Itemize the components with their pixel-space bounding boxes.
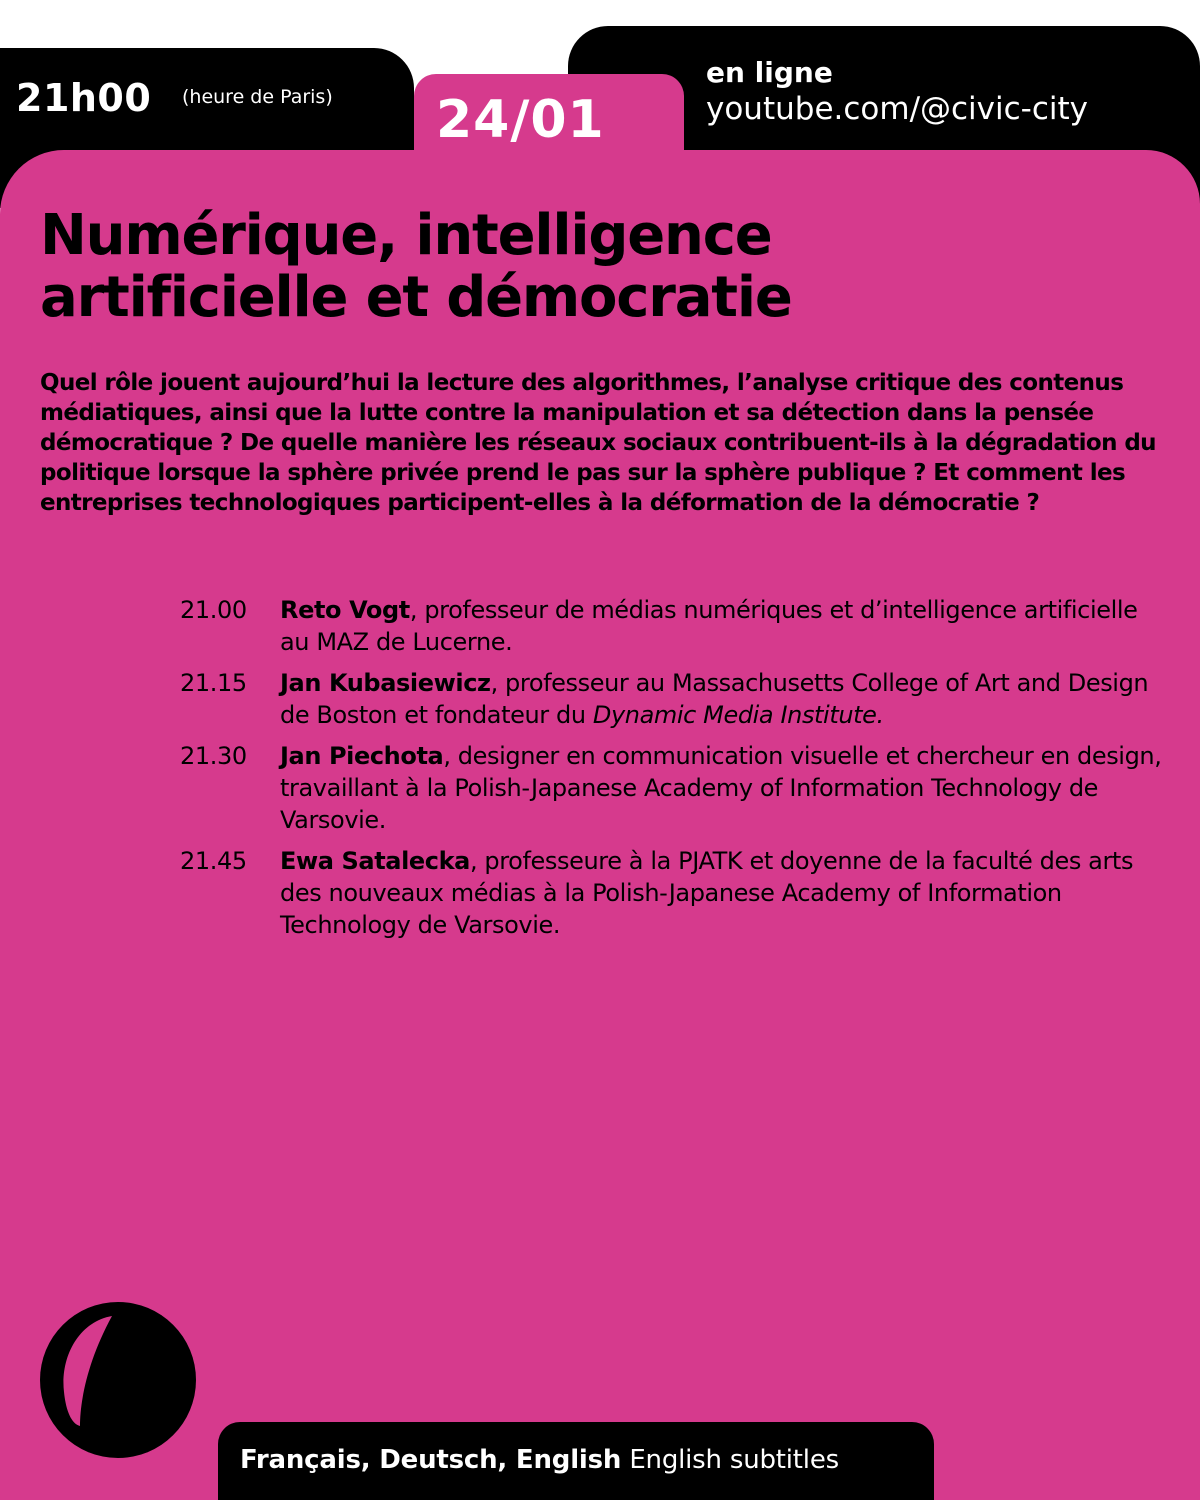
program-list — [180, 594, 1170, 950]
logo-svg — [38, 1300, 198, 1460]
speaker-name: Ewa Satalecka — [280, 847, 470, 875]
online-label: en ligne — [706, 56, 833, 89]
program-item — [180, 594, 1170, 658]
speaker-description: , designer en communication visuelle et chercheur en design, travaillant à la Polish-Japanese Academy of Information Technology de Varsovie. — [280, 742, 1162, 834]
speaker-description: , professeur au Massachusetts College of Art and Design de Boston et fondateur du — [280, 669, 1149, 729]
civic-city-logo-icon — [38, 1300, 198, 1460]
speaker-description: , professeure à la PJATK et doyenne de la faculté des arts des nouveaux médias à la Polish-Japanese Academy of Information Technology de Varsovie. — [280, 847, 1134, 939]
event-date: 24/01 — [436, 90, 605, 150]
languages: Français, Deutsch, English — [240, 1445, 622, 1475]
speaker-name: Reto Vogt — [280, 596, 410, 624]
slot-time: 21.30 — [180, 742, 247, 770]
institute-name: Dynamic Media Institute. — [592, 701, 884, 729]
title-line-1: Numérique, intelligence — [40, 203, 772, 268]
intro-paragraph: Quel rôle jouent aujourd’hui la lecture des algorithmes, l’analyse critique des contenus médiatiques, ainsi que la lutte contre la manipulation et sa détection dans la pensée démocratique ? De quelle manière les réseaux sociaux contribuent-ils à la dégradation du politique lorsque la sphère privée prend le pas sur la sphère publique ? Et comment les entreprises technologiques participent-elles à la déformation de la démocratie ? — [40, 370, 1156, 516]
slot-time: 21.00 — [180, 596, 247, 624]
subtitles-note: English subtitles — [629, 1445, 839, 1475]
speaker-name: Jan Piechota — [280, 742, 444, 770]
youtube-link[interactable]: youtube.com/@civic-city — [706, 91, 1089, 127]
title-line-2: artificielle et démocratie — [40, 265, 792, 330]
timezone-note: (heure de Paris) — [182, 86, 333, 108]
program-item — [180, 740, 1170, 836]
page-title — [40, 205, 1160, 329]
language-info — [240, 1445, 839, 1475]
event-time: 21h00 — [16, 76, 152, 120]
program-item — [180, 667, 1170, 731]
program-item — [180, 845, 1170, 941]
slot-time: 21.45 — [180, 847, 247, 875]
slot-time: 21.15 — [180, 669, 247, 697]
speaker-description: , professeur de médias numériques et d’intelligence artificielle au MAZ de Lucerne. — [280, 596, 1138, 656]
speaker-name: Jan Kubasiewicz — [280, 669, 491, 697]
